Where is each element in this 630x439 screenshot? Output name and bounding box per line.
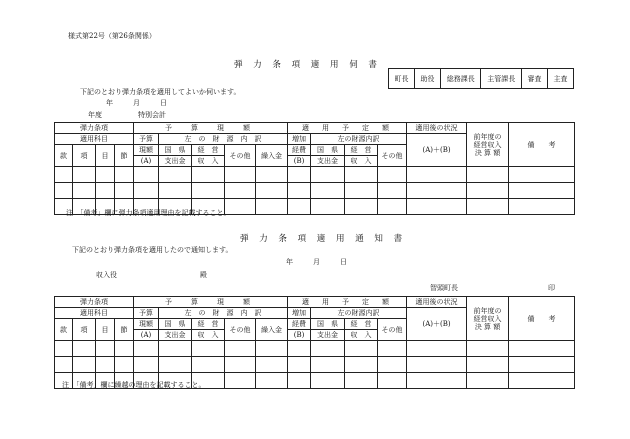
notice-intro: 下記のとおり弾力条項を適用したので通知します。 bbox=[72, 246, 233, 254]
approval-cell: 審査 bbox=[522, 69, 548, 89]
header-budget-label: 予算 bbox=[134, 134, 159, 145]
cell[interactable] bbox=[288, 357, 311, 373]
header-keihi: 経 営 bbox=[192, 145, 225, 156]
notice-table bbox=[54, 296, 575, 389]
header-b: (B) bbox=[288, 156, 311, 167]
header-shishutsukin: 支出金 bbox=[159, 330, 192, 341]
cell[interactable] bbox=[345, 167, 378, 183]
header-other: その他 bbox=[225, 319, 256, 341]
header-subject: 適用科目 bbox=[55, 134, 134, 145]
header-budget-breakdown: 左 の 財 源 内 訳 bbox=[159, 134, 288, 145]
header-shunyu: 収 入 bbox=[345, 156, 378, 167]
cell[interactable] bbox=[407, 167, 467, 183]
notice-date: 年 月 日 bbox=[286, 258, 349, 266]
cell[interactable] bbox=[509, 183, 575, 199]
header-increase: 増加 bbox=[288, 308, 311, 319]
cell[interactable] bbox=[115, 341, 134, 357]
header-prev-year: 前年度の 経営収入 決 算 額 bbox=[467, 123, 509, 167]
table-row bbox=[55, 183, 575, 199]
cell[interactable] bbox=[192, 341, 225, 357]
cell[interactable] bbox=[55, 167, 73, 183]
cell[interactable] bbox=[378, 199, 407, 215]
request-intro: 下記のとおり弾力条項を適用してよいか伺います。 bbox=[80, 88, 241, 96]
header-kou: 項 bbox=[73, 319, 96, 341]
table-row bbox=[55, 167, 575, 183]
cell[interactable] bbox=[96, 167, 115, 183]
notice-honorific: 殿 bbox=[200, 271, 207, 279]
header-kou: 項 bbox=[73, 145, 96, 167]
header-planned-breakdown: 左の財源内訳 bbox=[311, 134, 407, 145]
header-sum: (A)＋(B) bbox=[407, 308, 467, 341]
cell[interactable] bbox=[73, 357, 96, 373]
cell[interactable] bbox=[192, 167, 225, 183]
header-increase: 増加 bbox=[288, 134, 311, 145]
cell[interactable] bbox=[509, 373, 575, 389]
header-kuni: 国 県 bbox=[159, 145, 192, 156]
cell[interactable] bbox=[115, 183, 134, 199]
header-carry: 繰入金 bbox=[256, 145, 288, 167]
cell[interactable] bbox=[225, 357, 256, 373]
cell[interactable] bbox=[311, 167, 345, 183]
cell[interactable] bbox=[345, 183, 378, 199]
header-elastic: 弾力条項 bbox=[55, 123, 134, 134]
request-note: 注 「備考」欄に弾力条項適用理由を記載すること。 bbox=[66, 209, 231, 217]
cell[interactable] bbox=[311, 341, 345, 357]
header-budget: 予 算 現 額 bbox=[134, 123, 288, 134]
cell[interactable] bbox=[467, 373, 509, 389]
cell[interactable] bbox=[467, 199, 509, 215]
header-moku: 目 bbox=[96, 319, 115, 341]
cell[interactable] bbox=[311, 199, 345, 215]
header-after: 適用後の状況 bbox=[407, 123, 467, 134]
cell[interactable] bbox=[467, 357, 509, 373]
header-kuni: 国 県 bbox=[311, 319, 345, 330]
form-id: 様式第22号（第26条関係） bbox=[68, 32, 156, 40]
cell[interactable] bbox=[55, 183, 73, 199]
notice-sender: 智頭町長 bbox=[430, 284, 458, 292]
approval-cell: 助役 bbox=[414, 69, 440, 89]
header-kan: 款 bbox=[55, 319, 73, 341]
cell[interactable] bbox=[159, 167, 192, 183]
cell[interactable] bbox=[134, 183, 159, 199]
notice-note: 注 「備考」欄に繰越の理由を記載すること。 bbox=[62, 381, 206, 389]
notice-addressee: 収入役 bbox=[96, 271, 117, 279]
header-shishutsukin: 支出金 bbox=[311, 330, 345, 341]
cell[interactable] bbox=[55, 357, 73, 373]
cell[interactable] bbox=[225, 373, 256, 389]
header-keihi: 経 営 bbox=[345, 319, 378, 330]
header-setsu: 節 bbox=[115, 145, 134, 167]
cell[interactable] bbox=[311, 373, 345, 389]
header-expense: 経費 bbox=[288, 145, 311, 156]
header-a: (A) bbox=[134, 330, 159, 341]
cell[interactable] bbox=[225, 183, 256, 199]
cell[interactable] bbox=[288, 341, 311, 357]
cell[interactable] bbox=[73, 183, 96, 199]
header-budget-label: 予算 bbox=[134, 308, 159, 319]
cell[interactable] bbox=[134, 341, 159, 357]
header-shunyu: 収 入 bbox=[192, 330, 225, 341]
header-a: (A) bbox=[134, 156, 159, 167]
header-remarks: 備 考 bbox=[509, 297, 575, 341]
cell[interactable] bbox=[115, 167, 134, 183]
header-carry: 繰入金 bbox=[256, 319, 288, 341]
cell[interactable] bbox=[225, 167, 256, 183]
approval-cell: 主査 bbox=[547, 69, 573, 89]
header-remarks: 備 考 bbox=[509, 123, 575, 167]
cell[interactable] bbox=[407, 357, 467, 373]
cell[interactable] bbox=[96, 357, 115, 373]
header-keihi: 経 営 bbox=[192, 319, 225, 330]
cell[interactable] bbox=[378, 167, 407, 183]
cell[interactable] bbox=[256, 199, 288, 215]
cell[interactable] bbox=[345, 341, 378, 357]
cell[interactable] bbox=[134, 357, 159, 373]
cell[interactable] bbox=[192, 183, 225, 199]
approval-box bbox=[388, 68, 574, 89]
header-planned: 適 用 予 定 額 bbox=[288, 123, 407, 134]
cell[interactable] bbox=[159, 341, 192, 357]
header-other: その他 bbox=[378, 145, 407, 167]
cell[interactable] bbox=[256, 167, 288, 183]
cell[interactable] bbox=[407, 341, 467, 357]
request-title: 弾 力 条 項 適 用 伺 書 bbox=[234, 60, 381, 70]
cell[interactable] bbox=[55, 341, 73, 357]
cell[interactable] bbox=[407, 199, 467, 215]
cell[interactable] bbox=[509, 357, 575, 373]
header-current: 現額 bbox=[134, 145, 159, 156]
cell[interactable] bbox=[256, 373, 288, 389]
cell[interactable] bbox=[256, 183, 288, 199]
approval-cell: 町長 bbox=[389, 69, 415, 89]
header-budget-breakdown: 左 の 財 源 内 訳 bbox=[159, 308, 288, 319]
table-row bbox=[55, 341, 575, 357]
cell[interactable] bbox=[73, 341, 96, 357]
seal-mark: 印 bbox=[548, 284, 555, 292]
header-b: (B) bbox=[288, 330, 311, 341]
header-other: その他 bbox=[225, 145, 256, 167]
cell[interactable] bbox=[288, 167, 311, 183]
cell[interactable] bbox=[311, 183, 345, 199]
header-planned-breakdown: 左の財源内訳 bbox=[311, 308, 407, 319]
cell[interactable] bbox=[345, 357, 378, 373]
request-date: 年 月 日 bbox=[106, 99, 169, 107]
header-prev-year: 前年度の 経営収入 決 算 額 bbox=[467, 297, 509, 341]
header-other: その他 bbox=[378, 319, 407, 341]
cell[interactable] bbox=[407, 373, 467, 389]
cell[interactable] bbox=[509, 167, 575, 183]
cell[interactable] bbox=[134, 167, 159, 183]
cell[interactable] bbox=[96, 183, 115, 199]
cell[interactable] bbox=[378, 357, 407, 373]
cell[interactable] bbox=[288, 183, 311, 199]
cell[interactable] bbox=[288, 373, 311, 389]
cell[interactable] bbox=[96, 341, 115, 357]
approval-cell: 総務課長 bbox=[440, 69, 481, 89]
header-after: 適用後の状況 bbox=[407, 297, 467, 308]
header-expense: 経費 bbox=[288, 319, 311, 330]
header-sum: (A)＋(B) bbox=[407, 134, 467, 167]
header-kuni: 国 県 bbox=[311, 145, 345, 156]
cell[interactable] bbox=[159, 357, 192, 373]
cell[interactable] bbox=[288, 199, 311, 215]
header-planned: 適 用 予 定 額 bbox=[288, 297, 407, 308]
table-row bbox=[55, 357, 575, 373]
cell[interactable] bbox=[73, 167, 96, 183]
account-type: 特別会計 bbox=[138, 111, 166, 119]
header-keihi: 経 営 bbox=[345, 145, 378, 156]
cell[interactable] bbox=[509, 199, 575, 215]
fiscal-year: 年度 bbox=[88, 111, 102, 119]
cell[interactable] bbox=[225, 341, 256, 357]
header-shishutsukin: 支出金 bbox=[311, 156, 345, 167]
header-shishutsukin: 支出金 bbox=[159, 156, 192, 167]
header-moku: 目 bbox=[96, 145, 115, 167]
header-shunyu: 収 入 bbox=[192, 156, 225, 167]
cell[interactable] bbox=[378, 183, 407, 199]
header-subject: 適用科目 bbox=[55, 308, 134, 319]
cell[interactable] bbox=[256, 341, 288, 357]
header-shunyu: 収 入 bbox=[345, 330, 378, 341]
header-kuni: 国 県 bbox=[159, 319, 192, 330]
header-setsu: 節 bbox=[115, 319, 134, 341]
cell[interactable] bbox=[159, 183, 192, 199]
cell[interactable] bbox=[467, 167, 509, 183]
cell[interactable] bbox=[345, 373, 378, 389]
header-current: 現額 bbox=[134, 319, 159, 330]
cell[interactable] bbox=[192, 357, 225, 373]
header-elastic: 弾力条項 bbox=[55, 297, 134, 308]
cell[interactable] bbox=[509, 341, 575, 357]
cell[interactable] bbox=[407, 183, 467, 199]
request-table bbox=[54, 122, 575, 215]
cell[interactable] bbox=[378, 373, 407, 389]
header-kan: 款 bbox=[55, 145, 73, 167]
cell[interactable] bbox=[256, 357, 288, 373]
cell[interactable] bbox=[311, 357, 345, 373]
cell[interactable] bbox=[345, 199, 378, 215]
notice-title: 弾 力 条 項 適 用 通 知 書 bbox=[240, 234, 407, 244]
cell[interactable] bbox=[467, 183, 509, 199]
cell[interactable] bbox=[378, 341, 407, 357]
cell[interactable] bbox=[467, 341, 509, 357]
approval-cell: 主管課長 bbox=[481, 69, 522, 89]
header-budget: 予 算 現 額 bbox=[134, 297, 288, 308]
cell[interactable] bbox=[115, 357, 134, 373]
